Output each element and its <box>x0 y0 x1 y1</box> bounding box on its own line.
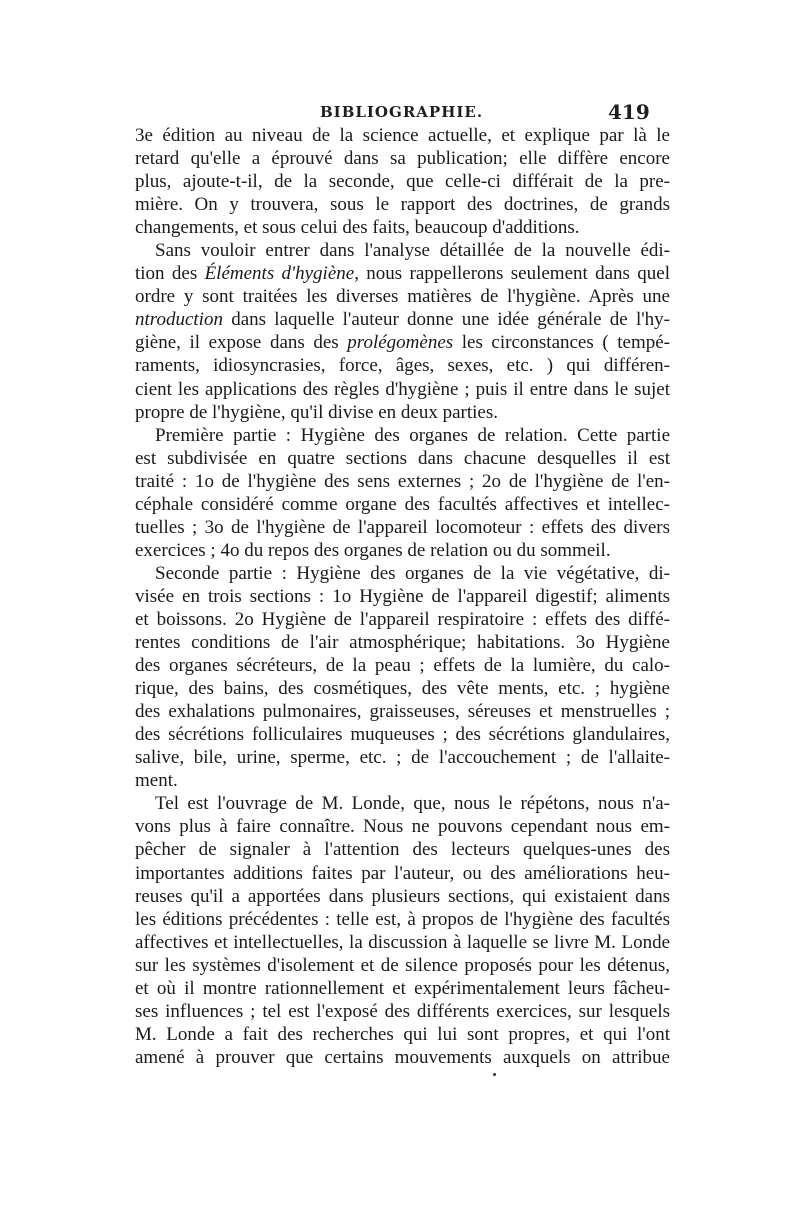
text-line: giène, il expose dans des prolégomènes les circonstances ( tempé- <box>135 332 670 354</box>
text-line: changements, et sous celui des faits, beaucoup d'additions. <box>135 217 580 239</box>
text-line: pêcher de signaler à l'attention des lecteurs quelques-unes des <box>135 839 670 861</box>
text-line: ses influences ; tel est l'exposé des différents exercices, sur lesquels <box>135 1000 670 1022</box>
text-line: des exhalations pulmonaires, graisseuses, séreuses et menstruelles ; <box>135 701 670 723</box>
text-line: céphale considéré comme organe des facultés affectives et intellec- <box>135 493 670 515</box>
text-line: plus, ajoute-t-il, de la seconde, que celle-ci différait de la pre- <box>135 171 670 193</box>
text-line: Seconde partie : Hygiène des organes de la vie végétative, di- <box>155 562 670 584</box>
text-line: propre de l'hygiène, qu'il divise en deux parties. <box>135 401 498 423</box>
text-line: les éditions précédentes : telle est, à propos de l'hygiène des facultés <box>135 908 670 930</box>
text-line: M. Londe a fait des recherches qui lui sont propres, et qui l'ont <box>135 1023 670 1045</box>
text-line: 3e édition au niveau de la science actuelle, et explique par là le <box>135 125 670 146</box>
text-line: tion des Éléments d'hygiène, nous rappellerons seulement dans quel <box>135 263 670 285</box>
text-line: affectives et intellectuelles, la discussion à laquelle se livre M. Londe <box>135 931 670 953</box>
text-line: tuelles ; 3o de l'hygiène de l'appareil locomoteur : effets des divers <box>135 516 670 538</box>
text-line: importantes additions faites par l'auteur, ou des améliorations heu- <box>135 862 670 884</box>
text-line: Sans vouloir entrer dans l'analyse détaillée de la nouvelle édi- <box>155 240 670 262</box>
printer-mark <box>493 1073 496 1076</box>
text-line: des organes sécréteurs, de la peau ; effets de la lumière, du calo- <box>135 655 670 677</box>
text-line: et où il montre rationnellement et expérimentalement leurs fâcheu- <box>135 977 670 999</box>
text-line: est subdivisée en quatre sections dans chacune desquelles il est <box>135 447 670 469</box>
text-line: rentes conditions de l'air atmosphérique; habitations. 3o Hygiène <box>135 632 670 654</box>
text-line: reuses qu'il a apportées dans plusieurs sections, qui existaient dans <box>135 885 670 907</box>
text-line: et boissons. 2o Hygiène de l'appareil respiratoire : effets des diffé- <box>135 608 670 630</box>
text-line: exercices ; 4o du repos des organes de relation ou du sommeil. <box>135 539 611 561</box>
text-line: Première partie : Hygiène des organes de relation. Cette partie <box>155 424 670 446</box>
text-line: des sécrétions folliculaires muqueuses ; des sécrétions glandulaires, <box>135 724 670 746</box>
text-line: amené à prouver que certains mouvements auxquels on attribue <box>135 1046 670 1068</box>
text-line: Tel est l'ouvrage de M. Londe, que, nous le répétons, nous n'a- <box>155 793 670 815</box>
italic-phrase: Éléments d'hygiène <box>204 263 355 285</box>
text-line: visée en trois sections : 1o Hygiène de l'appareil digestif; aliments <box>135 585 670 607</box>
text-line: vons plus à faire connaître. Nous ne pouvons cependant nous em- <box>135 816 670 838</box>
text-line: retard qu'elle a éprouvé dans sa publication; elle diffère encore <box>135 148 670 170</box>
text-line: traité : 1o de l'hygiène des sens externes ; 2o de l'hygiène de l'en- <box>135 470 670 492</box>
text-line: ment. <box>135 770 178 792</box>
text-line: salive, bile, urine, sperme, etc. ; de l'accouchement ; de l'allaite- <box>135 747 670 769</box>
running-header: BIBLIOGRAPHIE. <box>320 103 484 121</box>
text-line: raments, idiosyncrasies, force, âges, sexes, etc. ) qui différen- <box>135 355 670 377</box>
text-line: ntroduction dans laquelle l'auteur donne une idée générale de l'hy- <box>135 309 670 331</box>
text-line: ordre y sont traitées les diverses matières de l'hygiène. Après une <box>135 286 670 308</box>
italic-phrase: prolégomènes <box>347 332 454 354</box>
italic-phrase: ntroduction <box>135 309 223 331</box>
page-number: 419 <box>608 100 650 124</box>
text-line: sur les systèmes d'isolement et de silence proposés pour les détenus, <box>135 954 670 976</box>
text-line: cient les applications des règles d'hygiène ; puis il entre dans le sujet <box>135 378 670 400</box>
text-line: rique, des bains, des cosmétiques, des vête ments, etc. ; hygiène <box>135 678 670 700</box>
body-text <box>135 124 670 1069</box>
text-line: mière. On y trouvera, sous le rapport des doctrines, de grands <box>135 194 670 216</box>
